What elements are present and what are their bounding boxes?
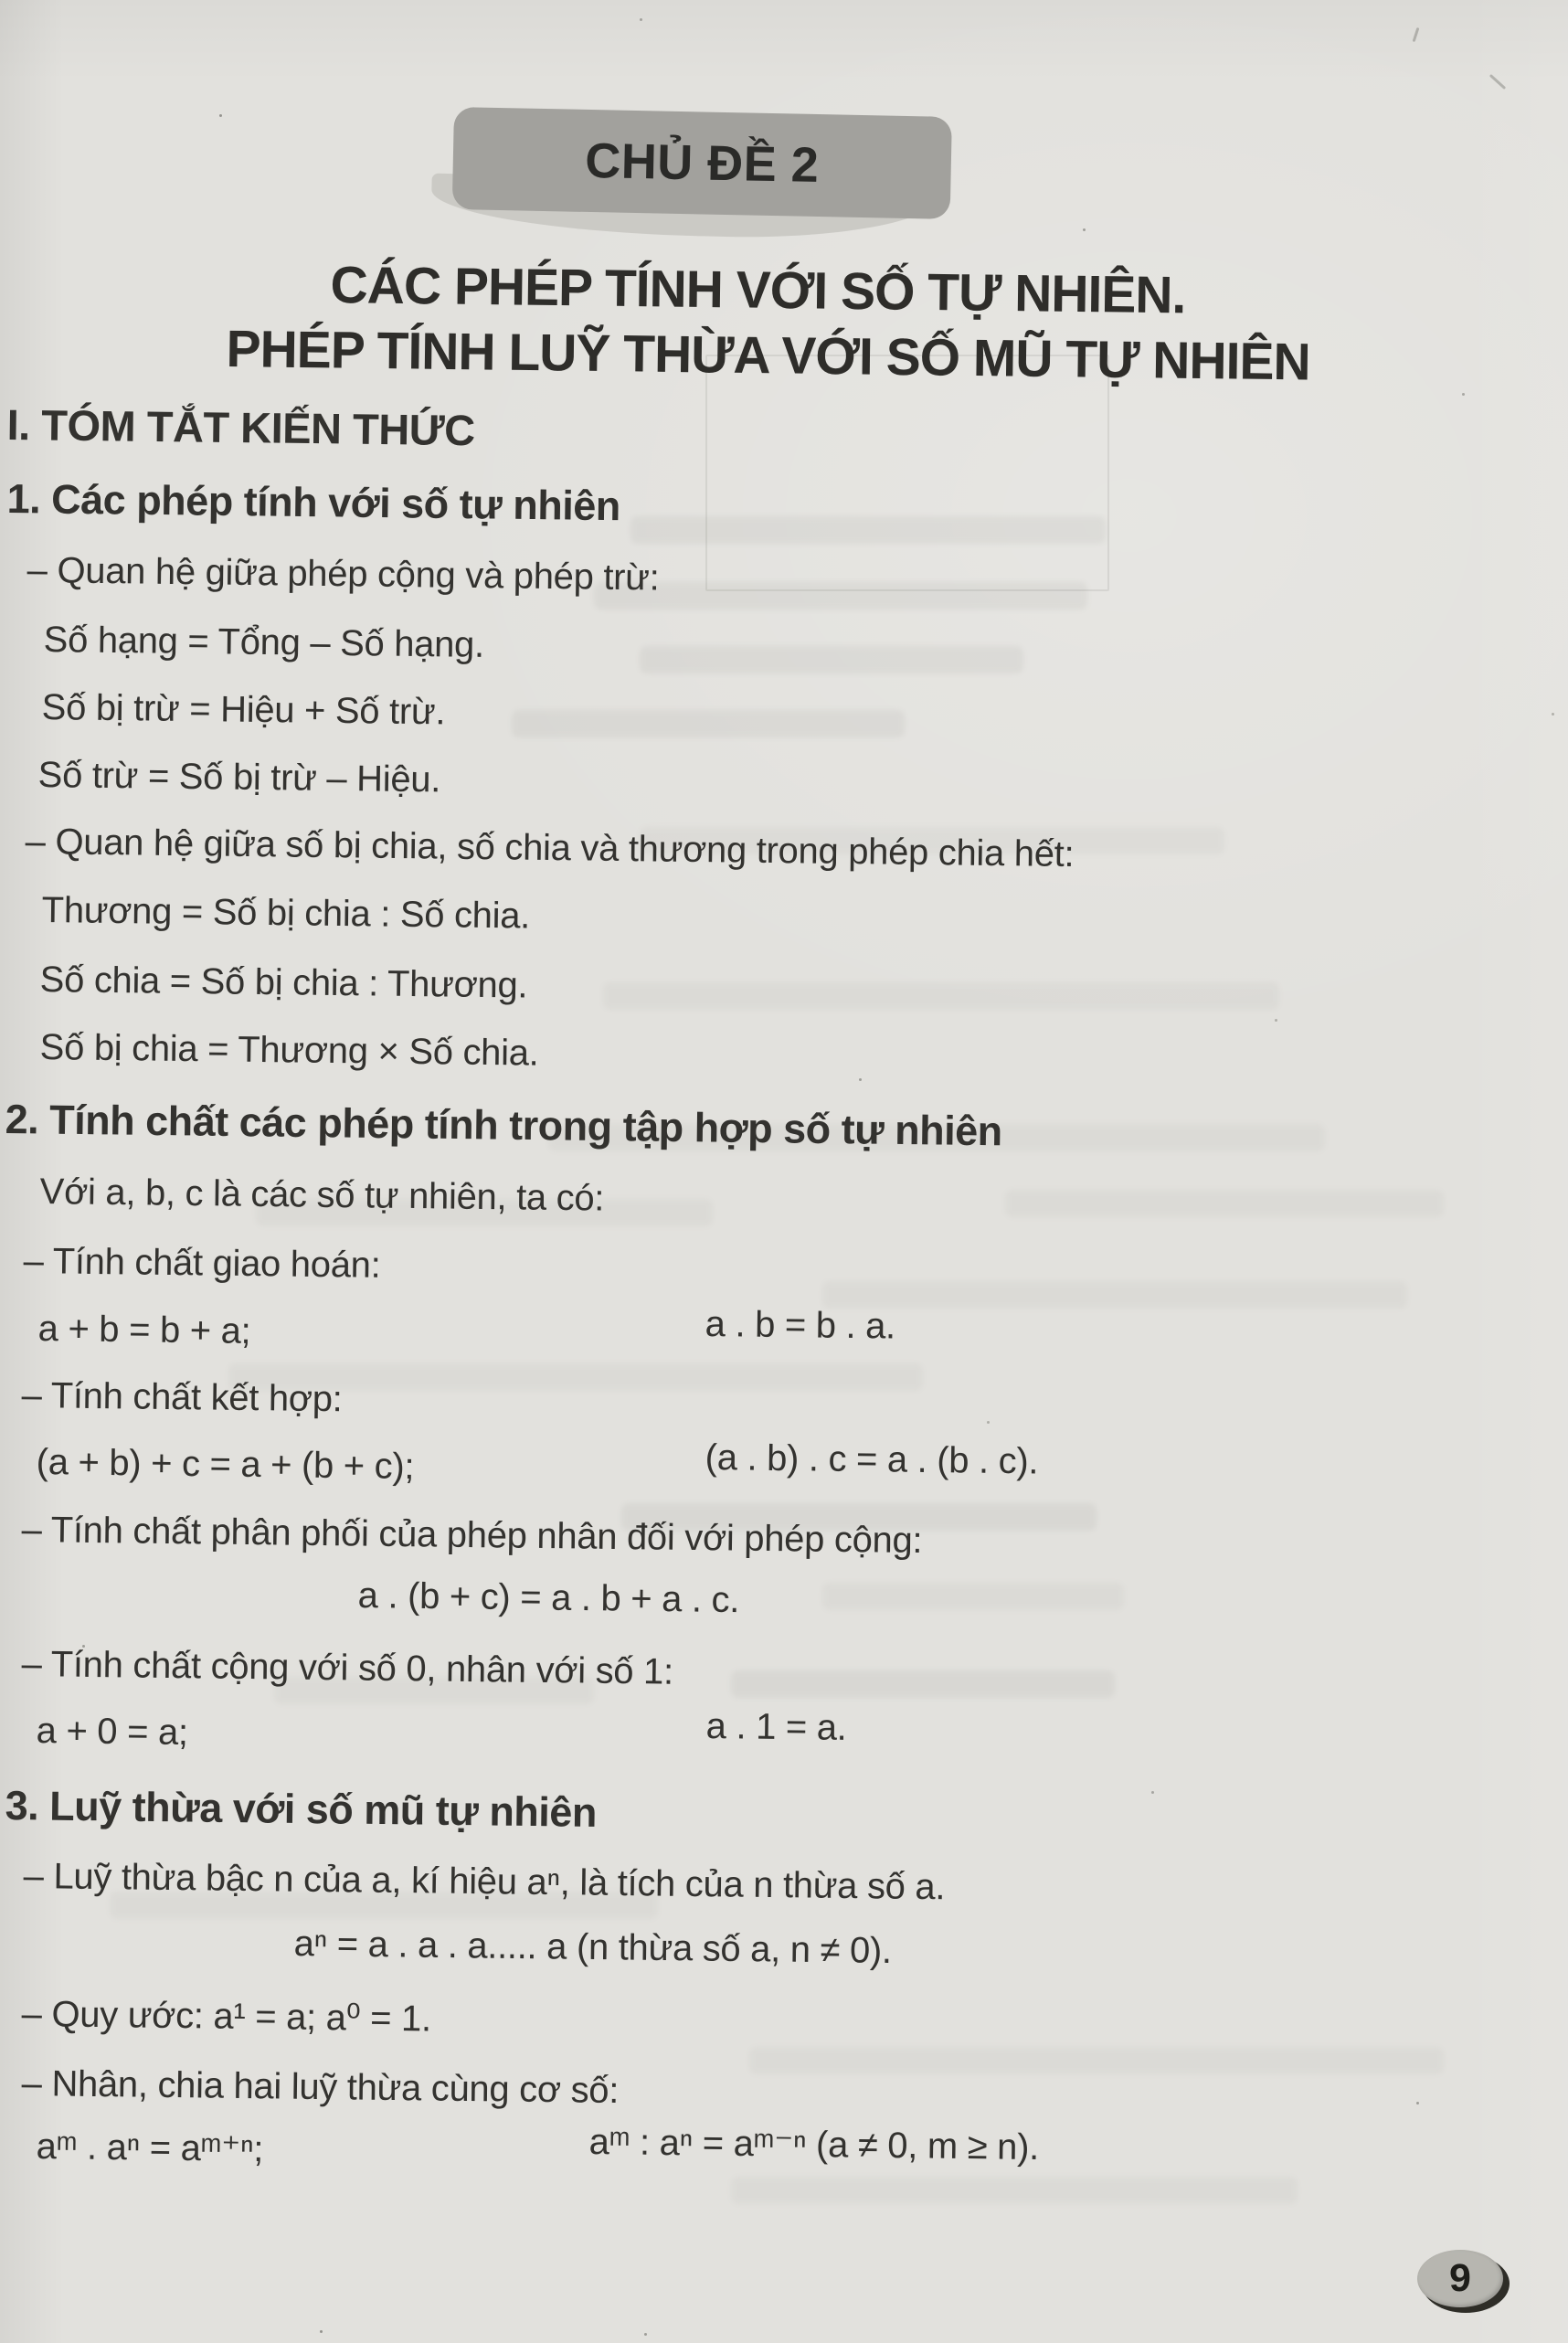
bullet-convention: – Quy ước: a¹ = a; a⁰ = 1. — [21, 1994, 432, 2040]
formula-multiply-powers: aᵐ . aⁿ = aᵐ⁺ⁿ; — [36, 2126, 264, 2170]
page-number: 9 — [1449, 2256, 1471, 2300]
formula-power-definition: aⁿ = a . a . a..... a (n thừa số a, n ≠ 0). — [293, 1924, 893, 1971]
section2-intro: Với a, b, c là các số tự nhiên, ta có: — [39, 1171, 605, 1219]
summary-heading: I. TÓM TẮT KIẾN THỨC — [6, 400, 475, 455]
bleed-through-mark — [630, 516, 1106, 544]
bleed-through-mark — [731, 2177, 1298, 2204]
bleed-through-mark — [603, 982, 1279, 1010]
formula-dividend: Số bị chia = Thương × Số chia. — [39, 1026, 539, 1074]
formula-distributive: a . (b + c) = a . b + a . c. — [357, 1574, 740, 1621]
pen-scratch-mark — [1489, 74, 1506, 90]
chapter-badge — [452, 107, 952, 219]
chapter-badge-label: CHỦ ĐỀ 2 — [584, 133, 820, 194]
formula-identity-mul: a . 1 = a. — [705, 1705, 847, 1748]
bleed-through-mark — [640, 646, 1023, 673]
formula-divisor: Số chia = Số bị chia : Thương. — [39, 959, 528, 1006]
formula-associative-add: (a + b) + c = a + (b + c); — [36, 1441, 415, 1488]
section2-heading: 2. Tính chất các phép tính trong tập hợp số tự nhiên — [5, 1096, 1003, 1155]
bleed-through-table-outline — [705, 355, 1109, 591]
section3-heading: 3. Luỹ thừa với số mũ tự nhiên — [5, 1782, 598, 1836]
bullet-associative: – Tính chất kết hợp: — [21, 1374, 343, 1420]
bleed-through-mark — [1005, 1190, 1444, 1217]
page-title-line2: PHÉP TÍNH LUỸ THỪA VỚI SỐ MŨ TỰ NHIÊN — [226, 320, 1311, 392]
formula-identity-add: a + 0 = a; — [36, 1710, 189, 1754]
bullet-identity: – Tính chất cộng với số 0, nhân với số 1: — [21, 1643, 674, 1692]
formula-divide-powers: aᵐ : aⁿ = aᵐ⁻ⁿ (a ≠ 0, m ≥ n). — [588, 2122, 1040, 2168]
bullet-add-sub-relation: – Quan hệ giữa phép cộng và phép trừ: — [26, 549, 660, 599]
page-number-oval — [1417, 2250, 1503, 2307]
bleed-through-mark — [512, 710, 905, 737]
bullet-distributive: – Tính chất phân phối của phép nhân đối với phép cộng: — [21, 1509, 923, 1562]
section1-heading: 1. Các phép tính với số tự nhiên — [6, 475, 621, 530]
formula-quotient: Thương = Số bị chia : Số chia. — [41, 889, 531, 937]
bleed-through-mark — [749, 2047, 1444, 2074]
formula-commutative-mul: a . b = b . a. — [705, 1303, 896, 1347]
bleed-through-mark — [594, 582, 1087, 610]
bullet-commutative: – Tính chất giao hoán: — [23, 1240, 381, 1286]
pen-scratch-mark — [1413, 27, 1420, 42]
formula-associative-mul: (a . b) . c = a . (b . c). — [705, 1437, 1039, 1482]
paper-speckles — [219, 114, 222, 117]
bullet-power-definition: – Luỹ thừa bậc n của a, kí hiệu aⁿ, là tích của n thừa số a. — [23, 1855, 946, 1908]
page-title-line1: CÁC PHÉP TÍNH VỚI SỐ TỰ NHIÊN. — [330, 256, 1186, 325]
bullet-division-relation: – Quan hệ giữa số bị chia, số chia và thương trong phép chia hết: — [25, 821, 1075, 875]
formula-minuend: Số bị trừ = Hiệu + Số trừ. — [41, 686, 446, 733]
bleed-through-mark — [731, 1670, 1115, 1698]
bullet-same-base: – Nhân, chia hai luỹ thừa cùng cơ số: — [21, 2063, 620, 2111]
formula-addend: Số hạng = Tổng – Số hạng. — [43, 619, 485, 665]
formula-commutative-add: a + b = b + a; — [37, 1308, 251, 1352]
bleed-through-mark — [822, 1281, 1407, 1309]
bleed-through-mark — [822, 1583, 1124, 1610]
formula-subtrahend: Số trừ = Số bị trừ – Hiệu. — [37, 754, 441, 800]
